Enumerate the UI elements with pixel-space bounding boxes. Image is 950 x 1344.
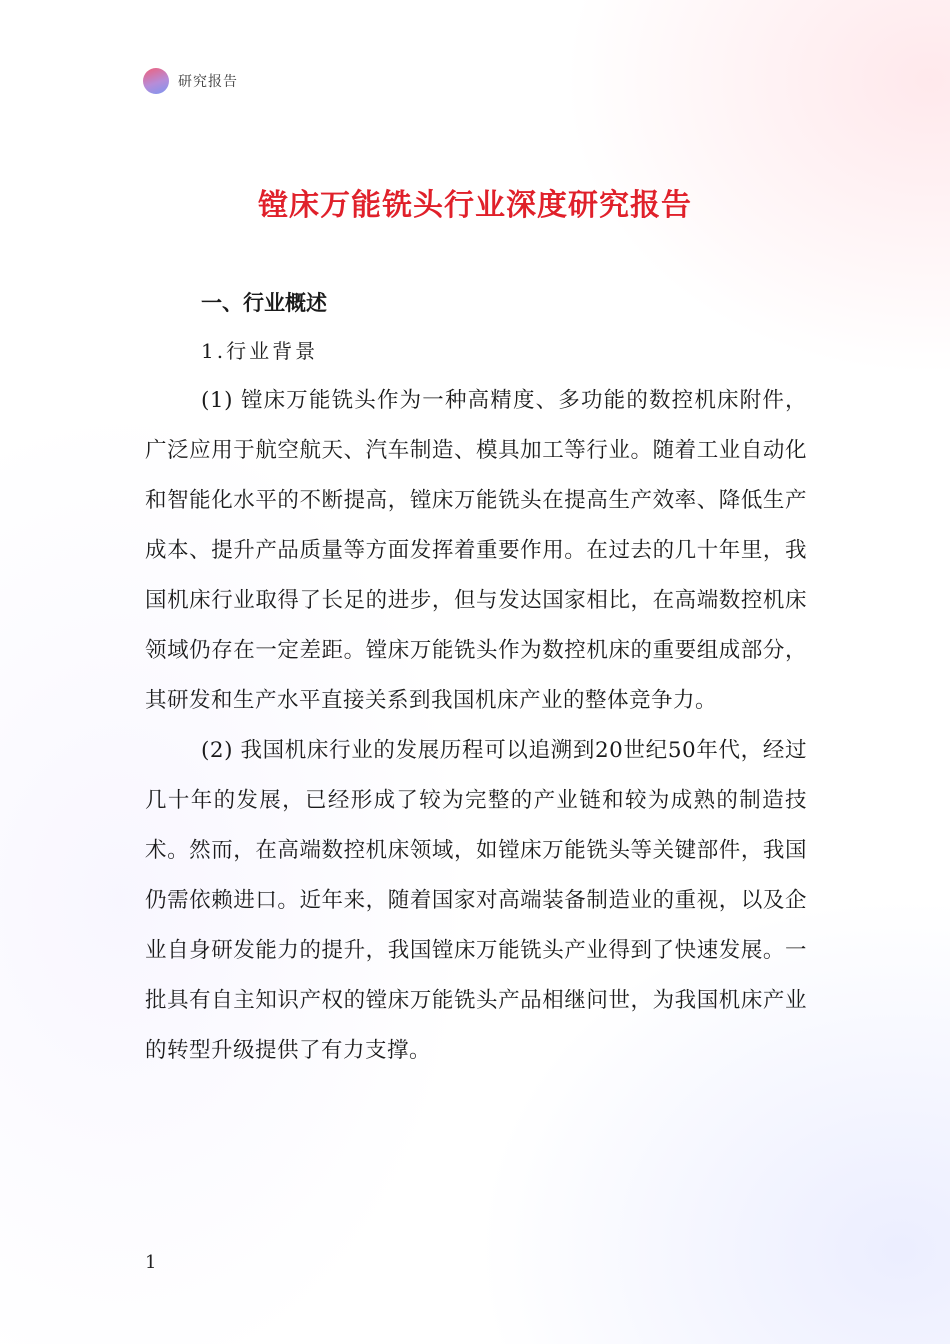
paragraph-1: (1) 镗床万能铣头作为一种高精度、多功能的数控机床附件，广泛应用于航空航天、汽车制造、模具加工等行业。随着工业自动化和智能化水平的不断提高，镗床万能铣头在提高生产效率、降低生产成本、提升产品质量等方面发挥着重要作用。在过去的几十年里，我国机床行业取得了长足的进步，但与发达国家相比，在高端数控机床领域仍存在一定差距。镗床万能铣头作为数控机床的重要组成部分，其研发和生产水平直接关系到我国机床产业的整体竞争力。 xyxy=(145,388,807,713)
paragraph-2: (2) 我国机床行业的发展历程可以追溯到20世纪50年代，经过几十年的发展，已经形成了较为完整的产业链和较为成熟的制造技术。然而，在高端数控机床领域，如镗床万能铣头等关键部件，我国仍需依赖进口。近年来，随着国家对高端装备制造业的重视，以及企业自身研发能力的提升，我国镗床万能铣头产业得到了快速发展。一批具有自主知识产权的镗床万能铣头产品相继问世，为我国机床产业的转型升级提供了有力支撑。 xyxy=(145,738,807,1063)
subsection-heading: 1.行业背景 xyxy=(201,339,319,363)
report-logo-icon xyxy=(143,68,169,94)
document-body xyxy=(145,280,807,1076)
document-title: 镗床万能铣头行业深度研究报告 xyxy=(258,188,692,223)
section-heading: 一、行业概述 xyxy=(201,291,327,315)
page-number: 1 xyxy=(145,1252,157,1273)
header-label: 研究报告 xyxy=(178,74,238,90)
page-header xyxy=(143,68,238,94)
